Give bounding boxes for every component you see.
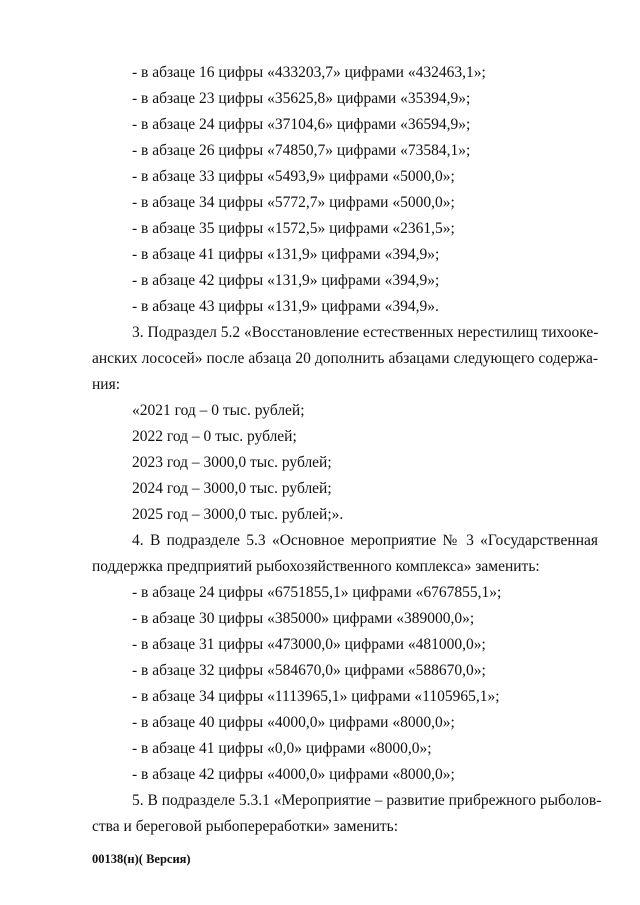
amendment-line: - в абзаце 31 цифры «473000,0» цифрами «481000,0»; xyxy=(132,636,486,653)
paragraph-line: ства и береговой рыбопереработки» заменить: xyxy=(92,818,399,835)
budget-line: «2021 год – 0 тыс. рублей; xyxy=(132,402,305,419)
amendment-line: - в абзаце 24 цифры «37104,6» цифрами «36594,9»; xyxy=(132,116,471,133)
amendment-line: - в абзаце 35 цифры «1572,5» цифрами «2361,5»; xyxy=(132,220,455,237)
amendment-line: - в абзаце 24 цифры «6751855,1» цифрами «6767855,1»; xyxy=(132,584,502,601)
amendment-line: - в абзаце 23 цифры «35625,8» цифрами «35394,9»; xyxy=(132,90,471,107)
amendment-line: - в абзаце 16 цифры «433203,7» цифрами «432463,1»; xyxy=(132,64,486,81)
amendment-line: - в абзаце 41 цифры «0,0» цифрами «8000,0»; xyxy=(132,740,432,757)
document-footer-code: 00138(н)( Версия) xyxy=(92,852,191,866)
paragraph-line: поддержка предприятий рыбохозяйственного комплекса» заменить: xyxy=(92,558,540,575)
budget-line: 2025 год – 3000,0 тыс. рублей;». xyxy=(132,506,344,523)
amendment-line: - в абзаце 42 цифры «131,9» цифрами «394,9»; xyxy=(132,272,440,289)
budget-line: 2023 год – 3000,0 тыс. рублей; xyxy=(132,454,332,471)
amendment-line: - в абзаце 42 цифры «4000,0» цифрами «8000,0»; xyxy=(132,766,455,783)
budget-line: 2024 год – 3000,0 тыс. рублей; xyxy=(132,480,332,497)
amendment-line: - в абзаце 34 цифры «5772,7» цифрами «5000,0»; xyxy=(132,194,455,211)
paragraph-line: 4. В подразделе 5.3 «Основное мероприятие № 3 «Государственная xyxy=(132,532,598,549)
amendment-line: - в абзаце 40 цифры «4000,0» цифрами «8000,0»; xyxy=(132,714,455,731)
amendment-line: - в абзаце 33 цифры «5493,9» цифрами «5000,0»; xyxy=(132,168,455,185)
amendment-line: - в абзаце 41 цифры «131,9» цифрами «394,9»; xyxy=(132,246,440,263)
budget-line: 2022 год – 0 тыс. рублей; xyxy=(132,428,297,445)
amendment-line: - в абзаце 34 цифры «1113965,1» цифрами «1105965,1»; xyxy=(132,688,500,705)
amendment-line: - в абзаце 30 цифры «385000» цифрами «389000,0»; xyxy=(132,610,475,627)
paragraph-line: 5. В подразделе 5.3.1 «Мероприятие – развитие прибрежного рыболов- xyxy=(132,792,602,809)
amendment-line: - в абзаце 32 цифры «584670,0» цифрами «588670,0»; xyxy=(132,662,486,679)
amendment-line: - в абзаце 26 цифры «74850,7» цифрами «73584,1»; xyxy=(132,142,471,159)
amendment-line: - в абзаце 43 цифры «131,9» цифрами «394,9». xyxy=(132,298,439,315)
paragraph-line: анских лососей» после абзаца 20 дополнить абзацами следующего содержа- xyxy=(92,350,598,367)
paragraph-line: 3. Подраздел 5.2 «Восстановление естественных нерестилищ тихооке- xyxy=(132,324,599,341)
paragraph-line: ния: xyxy=(92,376,121,393)
